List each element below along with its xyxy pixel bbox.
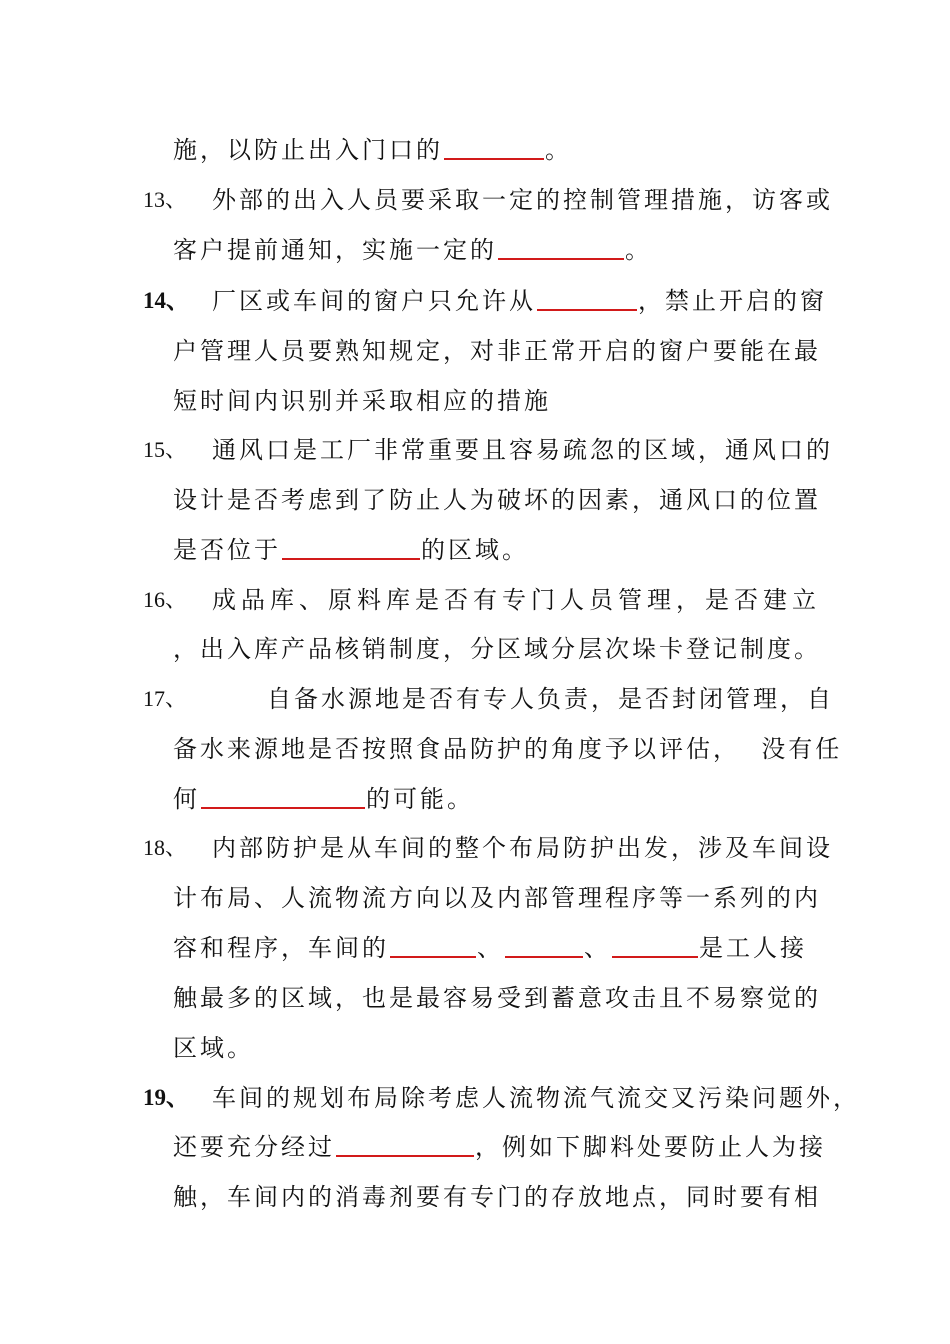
item-number: 17、 [143,686,188,711]
text-segment: 区域。 [173,1034,254,1062]
text-segment: 厂区或车间的窗户只允许从 [212,287,536,315]
text-segment: ，禁止开启的窗 [638,287,827,315]
text-segment: 是否位于 [173,536,281,564]
text-segment: 短时间内识别并采取相应的措施 [173,387,551,415]
answer-blank[interactable] [505,928,583,958]
text-segment: 的区域。 [421,536,529,564]
answer-blank[interactable] [282,530,420,560]
text-segment: 。 [545,136,572,164]
text-segment: 何 [173,785,200,813]
text-segment: 、 [584,934,611,962]
text-segment: 通风口是工厂非常重要且容易疏忽的区域，通风口的 [212,436,833,464]
answer-blank[interactable] [390,928,476,958]
text-segment: 容和程序，车间的 [173,934,389,962]
text-segment: 计布局、人流物流方向以及内部管理程序等一系列的内 [173,884,821,912]
item-number: 18、 [143,835,188,860]
text-segment: 是工人接 [699,934,807,962]
text-segment: 客户提前通知，实施一定的 [173,236,497,264]
answer-blank[interactable] [498,230,624,260]
text-segment: 自备水源地是否有专人负责，是否封闭管理，自 [267,685,834,713]
text-segment: 。 [625,236,652,264]
text-segment: 户管理人员要熟知规定，对非正常开启的窗户要能在最 [173,337,821,365]
text-segment: 车间的规划布局除考虑人流物流气流交叉污染问题外， [212,1084,860,1112]
answer-blank[interactable] [537,281,637,311]
text-segment: ，出入库产品核销制度，分区域分层次垛卡登记制度。 [173,635,821,663]
text-segment: ，例如下脚料处要防止人为接 [475,1133,826,1161]
text-segment: 内部防护是从车间的整个布局防护出发，涉及车间设 [212,834,833,862]
text-segment: 触最多的区域，也是最容易受到蓄意攻击且不易察觉的 [173,984,821,1012]
answer-blank[interactable] [612,928,698,958]
text-segment: 设计是否考虑到了防止人为破坏的因素，通风口的位置 [173,486,821,514]
text-segment: 的可能。 [366,785,474,813]
text-segment: 成品库、原料库是否有专门人员管理，是否建立 [212,586,821,614]
answer-blank[interactable] [444,130,544,160]
text-segment: 外部的出入人员要采取一定的控制管理措施，访客或 [212,186,833,214]
item-number: 16、 [143,587,188,612]
item-number: 13、 [143,187,188,212]
text-segment: 还要充分经过 [173,1133,335,1161]
text-segment: 施，以防止出入门口的 [173,136,443,164]
text-segment: 触，车间内的消毒剂要有专门的存放地点，同时要有相 [173,1183,821,1211]
text-segment: 、 [477,934,504,962]
item-number: 15、 [143,437,188,462]
answer-blank[interactable] [201,779,365,809]
answer-blank[interactable] [336,1127,474,1157]
item-number: 14、 [143,288,189,313]
item-number: 19、 [143,1085,189,1110]
text-segment: 备水来源地是否按照食品防护的角度予以评估， 没有任 [173,735,843,763]
